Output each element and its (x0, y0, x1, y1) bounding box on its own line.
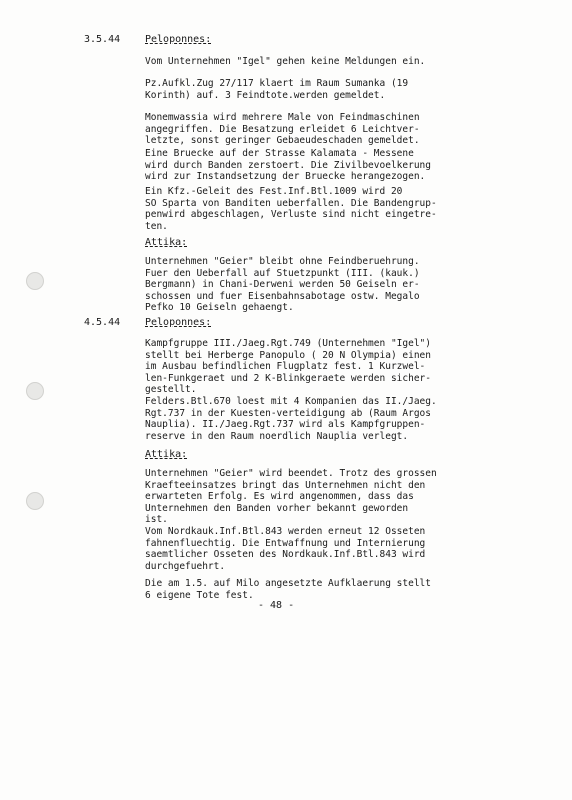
punch-hole (26, 272, 44, 290)
paragraph: Unternehmen "Geier" bleibt ohne Feindberuehrung. Fuer den Ueberfall auf Stuetzpunkt (III. (kauk.) Bergmann) in Chani-Derweni werden 50 Geiseln er- schossen und fuer Eisenbahnsabotage ostw. Megalo Pefko 10 Geiseln gehaengt. (145, 256, 420, 313)
paragraph: Vom Unternehmen "Igel" gehen keine Meldungen ein. (145, 56, 426, 67)
paragraph: Die am 1.5. auf Milo angesetzte Aufklaerung stellt 6 eigene Tote fest. (145, 578, 431, 601)
section-heading: Peloponnes: (145, 317, 212, 328)
paragraph: Unternehmen "Geier" wird beendet. Trotz des grossen Kraefteeinsatzes bringt das Unternehmen nicht den erwarteten Erfolg. Es wird angenommen, dass das Unternehmen den Banden vorher bekannt geworden ist. (145, 468, 437, 525)
paragraph: Monemwassia wird mehrere Male von Feindmaschinen angegriffen. Die Besatzung erleidet 6 Leichtver- letzte, sonst geringer Gebaeudeschaden gemeldet. (145, 112, 420, 146)
section-heading: Peloponnes: (145, 34, 212, 45)
paragraph: Kampfgruppe III./Jaeg.Rgt.749 (Unternehmen "Igel") stellt bei Herberge Panopulo ( 20 N Olympia) einen im Ausbau befindlichen Flugplatz fest. 1 Kurzwel- len-Funkgeraet und 2 K-Blinkgeraete werden sicher- gestellt. (145, 338, 431, 395)
section-heading: Attika: (145, 237, 188, 248)
paragraph: Vom Nordkauk.Inf.Btl.843 werden erneut 12 Osseten fahnenfluechtig. Die Entwaffnung und Internierung saemtlicher Osseten des Nordkauk.Inf.Btl.843 wird durchgefuehrt. (145, 526, 426, 572)
page-number: - 48 - (258, 600, 295, 611)
entry-date: 3.5.44 (84, 34, 121, 45)
punch-hole (26, 492, 44, 510)
paragraph: Felders.Btl.670 loest mit 4 Kompanien das II./Jaeg. Rgt.737 in der Kuesten-verteidigung ab (Raum Argos Nauplia). II./Jaeg.Rgt.737 wird als Kampfgruppen- reserve in den Raum noerdlich Nauplia verlegt. (145, 396, 437, 442)
section-heading: Attika: (145, 449, 188, 460)
paragraph: Eine Bruecke auf der Strasse Kalamata - Messene wird durch Banden zerstoert. Die Zivilbevoelkerung wird zur Instandsetzung der Bruecke herangezogen. (145, 148, 431, 182)
punch-hole (26, 382, 44, 400)
paragraph: Pz.Aufkl.Zug 27/117 klaert im Raum Sumanka (19 Korinth) auf. 3 Feindtote.werden gemeldet. (145, 78, 409, 101)
entry-date: 4.5.44 (84, 317, 121, 328)
paragraph: Ein Kfz.-Geleit des Fest.Inf.Btl.1009 wird 20 SO Sparta von Banditen ueberfallen. Die Bandengrup- penwird abgeschlagen, Verluste sind nicht eingetre- ten. (145, 186, 437, 232)
